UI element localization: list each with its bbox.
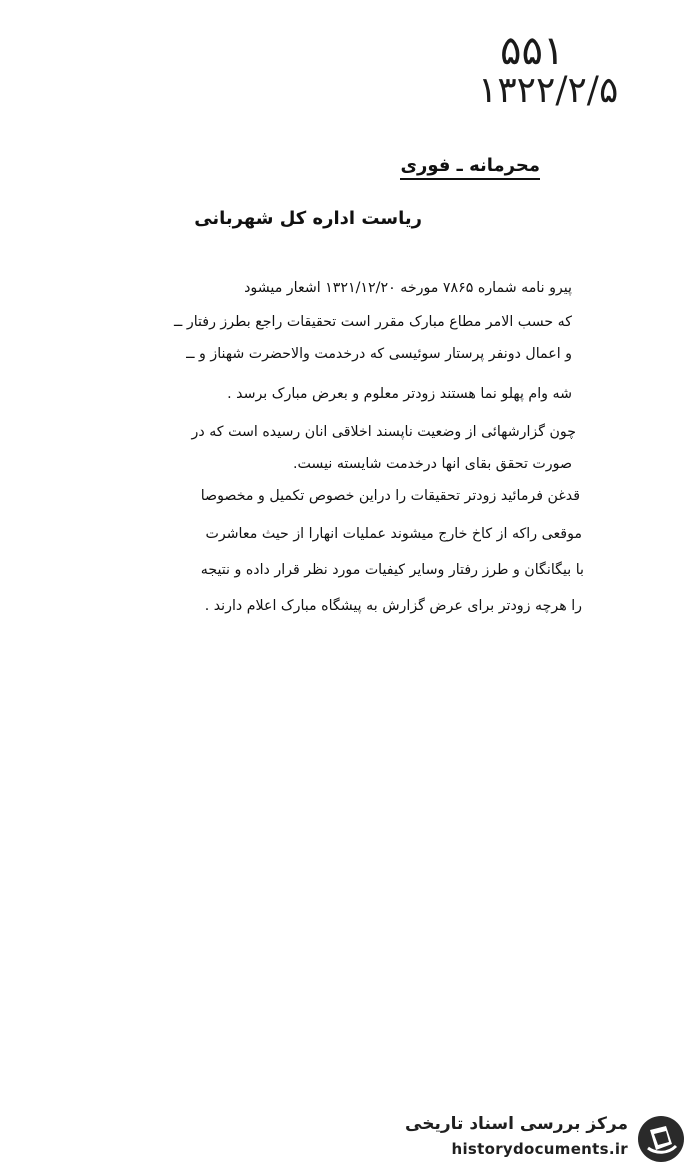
body-line: قدغن فرمائید زودتر تحقیقات را دراین خصوص تکمیل و مخصوصا bbox=[200, 488, 580, 504]
watermark-title: مرکز بررسی اسناد تاریخی bbox=[405, 1114, 628, 1134]
body-line: چون گزارشهائی از وضعیت ناپسند اخلاقی انان رسیده است که در bbox=[191, 424, 576, 440]
historydocuments-logo-icon bbox=[636, 1114, 686, 1164]
watermark-url: historydocuments.ir bbox=[451, 1140, 628, 1158]
classification-heading: محرمانه ـ فوری bbox=[400, 155, 540, 180]
body-line: پیرو نامه شماره ۷۸۶۵ مورخه ۱۳۲۱/۱۲/۲۰ اشعار میشود bbox=[244, 280, 572, 296]
addressee-line: ریاست اداره کل شهربانی bbox=[194, 208, 422, 229]
handwritten-number: ۵۵۱ bbox=[500, 28, 565, 74]
body-line: با بیگانگان و طرز رفتار وسایر کیفیات مورد نظر قرار داده و نتیجه bbox=[200, 562, 584, 578]
body-line: که حسب الامر مطاع مبارک مقرر است تحقیقات راجع بطرز رفتار ــ bbox=[174, 314, 572, 330]
body-line: صورت تحقق بقای انها درخدمت شایسته نیست. bbox=[292, 456, 572, 472]
watermark bbox=[406, 1110, 686, 1166]
body-line: را هرچه زودتر برای عرض گزارش به پیشگاه مبارک اعلام دارند . bbox=[204, 598, 582, 614]
body-line: موقعی راکه از کاخ خارج میشوند عملیات انهارا از حیث معاشرت bbox=[205, 526, 582, 542]
body-line: شه وام پهلو نما هستند زودتر معلوم و بعرض مبارک برسد . bbox=[227, 386, 572, 402]
body-line: و اعمال دونفر پرستار سوئیسی که درخدمت والاحضرت شهناز و ــ bbox=[186, 346, 572, 362]
handwritten-date: ۱۳۲۲/۲/۵ bbox=[478, 70, 619, 111]
